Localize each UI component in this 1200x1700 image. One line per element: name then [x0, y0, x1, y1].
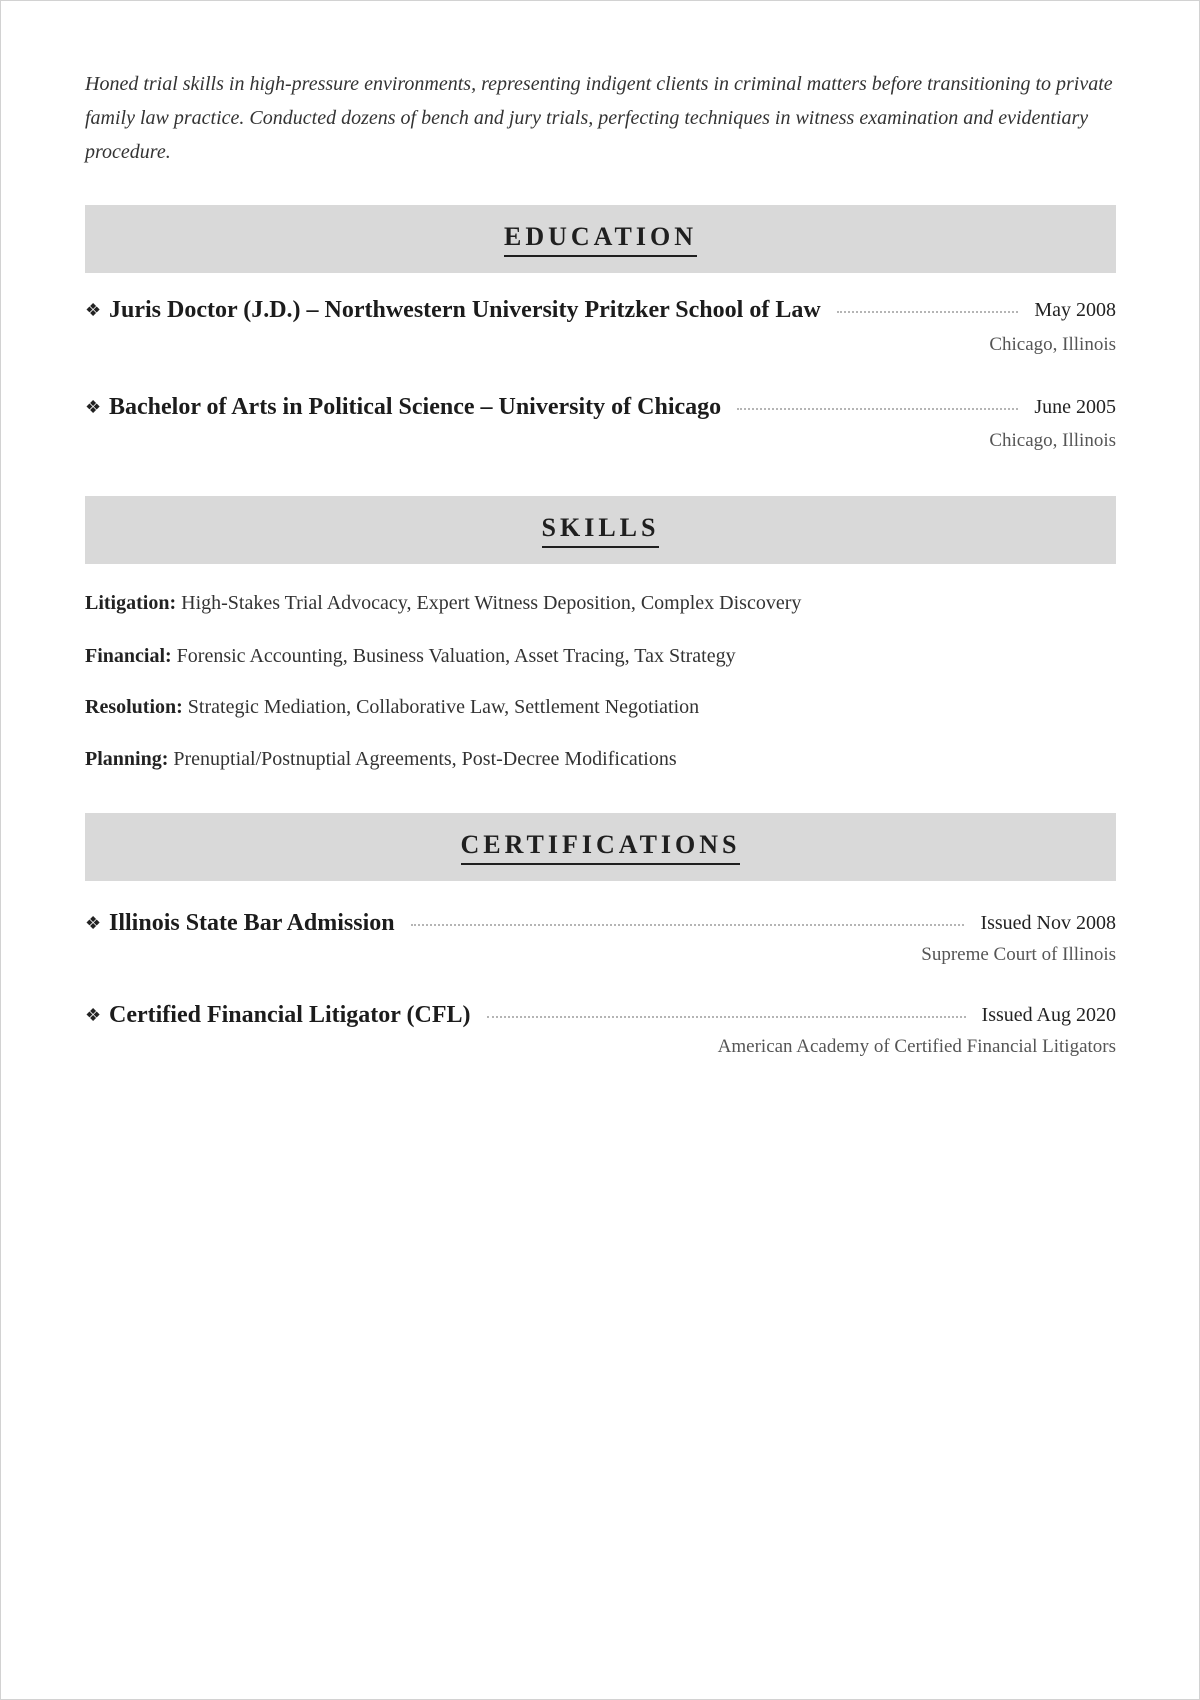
education-entry: [85, 390, 1116, 454]
experience-summary: Honed trial skills in high-pressure environments, representing indigent clients in criminal matters before transitioning to private family law practice. Conducted dozens of bench and jury trials, perfecting techniques in witness examination and evidentiary procedure.: [85, 73, 1113, 163]
issued-date: Issued Nov 2008: [980, 911, 1116, 934]
skill-text: Prenuptial/Postnuptial Agreements, Post-Decree Modifications: [173, 748, 677, 770]
skills-list: [85, 589, 1116, 773]
graduation-date: June 2005: [1034, 395, 1116, 418]
education-entry-line: [85, 293, 1116, 327]
school-location: Chicago, Illinois: [989, 430, 1116, 451]
skill-text: Forensic Accounting, Business Valuation, Asset Tracing, Tax Strategy: [176, 645, 736, 667]
issued-date: Issued Aug 2020: [981, 1003, 1116, 1026]
degree-title: Bachelor of Arts in Political Science – University of Chicago: [109, 393, 722, 420]
dotted-leader: [837, 311, 1019, 313]
certification-issuer: American Academy of Certified Financial Litigators: [717, 1036, 1116, 1057]
education-entry-line: [85, 390, 1116, 424]
skills-section-header: [85, 496, 1116, 564]
school-location: Chicago, Illinois: [989, 334, 1116, 355]
skill-category: Planning:: [85, 748, 169, 770]
skill-text: High-Stakes Trial Advocacy, Expert Witness Deposition, Complex Discovery: [181, 592, 802, 614]
diamond-bullet-icon: ❖: [85, 1004, 102, 1025]
skills-section-title: SKILLS: [542, 513, 660, 548]
diamond-bullet-icon: ❖: [85, 912, 102, 933]
degree-title: Juris Doctor (J.D.) – Northwestern University Pritzker School of Law: [109, 296, 821, 323]
diamond-bullet-icon: ❖: [85, 396, 102, 417]
skill-item: [85, 589, 1116, 617]
certifications-section-title: CERTIFICATIONS: [461, 830, 741, 865]
certifications-section-header: [85, 813, 1116, 881]
dotted-leader: [487, 1016, 966, 1018]
certification-title: Illinois State Bar Admission: [109, 909, 395, 936]
certification-entry-line: [85, 998, 1116, 1032]
diamond-bullet-icon: ❖: [85, 299, 102, 320]
education-section-title: EDUCATION: [504, 222, 697, 257]
skill-category: Resolution:: [85, 696, 183, 718]
dotted-leader: [411, 924, 965, 926]
certification-entry: [85, 998, 1116, 1060]
education-entry: [85, 293, 1116, 358]
resume-content: [85, 67, 1116, 1060]
certification-issuer: Supreme Court of Illinois: [921, 944, 1116, 965]
skill-category: Litigation:: [85, 592, 177, 614]
skill-text: Strategic Mediation, Collaborative Law, Settlement Negotiation: [187, 696, 700, 718]
skill-item: [85, 642, 1116, 670]
dotted-leader: [737, 408, 1018, 410]
skill-item: [85, 693, 1116, 721]
skill-item: [85, 745, 1116, 773]
certification-entry: [85, 906, 1116, 968]
certification-title: Certified Financial Litigator (CFL): [109, 1001, 471, 1028]
graduation-date: May 2008: [1034, 298, 1116, 321]
certification-entry-line: [85, 906, 1116, 940]
skill-category: Financial:: [85, 645, 172, 667]
education-section-header: [85, 205, 1116, 273]
